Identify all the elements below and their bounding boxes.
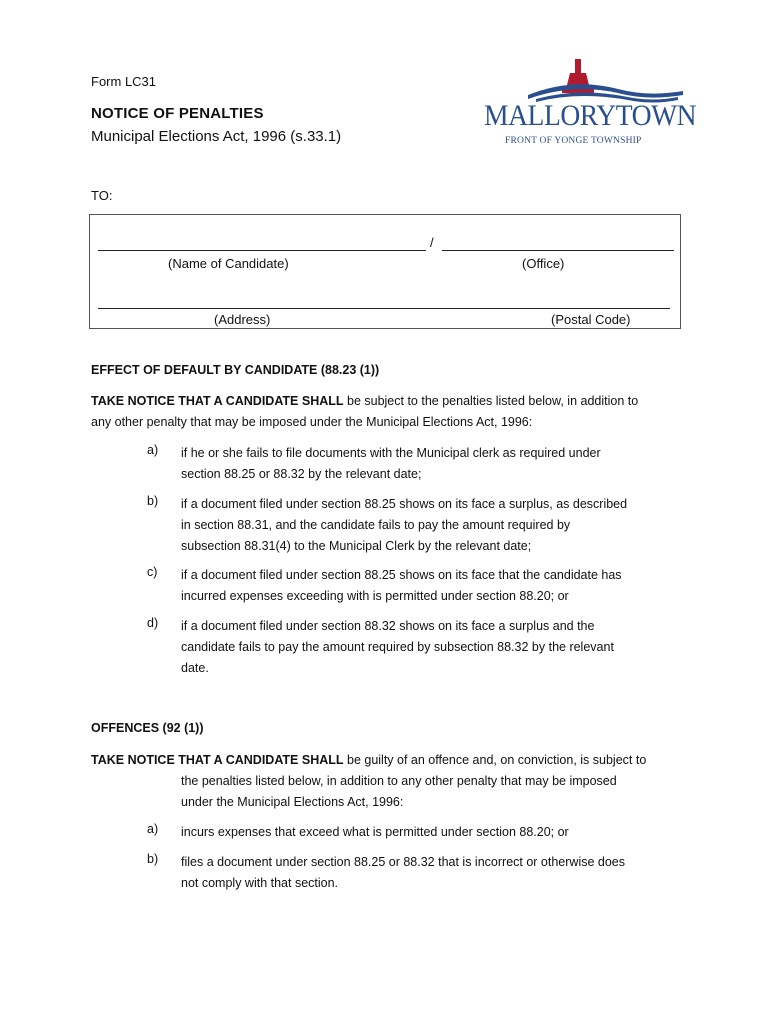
list-item-text (181, 822, 681, 843)
document-title: NOTICE OF PENALTIES (91, 105, 264, 122)
list-item-letter: c) (147, 565, 158, 579)
list-item-letter: a) (147, 822, 159, 836)
list-item-line: candidate fails to pay the amount required by subsection 88.32 by the relevant (181, 640, 614, 654)
lighthouse-wave-icon (478, 55, 688, 105)
list-item-text (181, 616, 681, 679)
notice-text: be subject to the penalties listed below, in addition to (343, 394, 639, 408)
list-item-line: in section 88.31, and the candidate fails to pay the amount required by (181, 518, 571, 532)
notice-text-line2: the penalties listed below, in addition to any other penalty that may be imposed (181, 774, 617, 788)
list-item-line: date. (181, 661, 209, 675)
section-heading-offences: OFFENCES (92 (1)) (91, 721, 204, 735)
section-intro-continued (181, 771, 681, 813)
section-intro-default (91, 391, 691, 433)
list-item-text (181, 443, 681, 485)
logo-name: MALLORYTOWN (484, 99, 697, 132)
postal-code-label: (Postal Code) (551, 312, 631, 327)
logo-tagline: FRONT OF YONGE TOWNSHIP (505, 136, 642, 146)
field-separator: / (430, 235, 434, 250)
notice-text-line3: under the Municipal Elections Act, 1996: (181, 795, 404, 809)
recipient-box (89, 214, 681, 329)
office-field-line[interactable] (442, 250, 674, 251)
notice-text-line2: any other penalty that may be imposed under the Municipal Elections Act, 1996: (91, 415, 533, 429)
list-item-letter: b) (147, 494, 159, 508)
notice-bold-text: TAKE NOTICE THAT A CANDIDATE SHALL (91, 394, 344, 408)
list-item-line: not comply with that section. (181, 876, 339, 890)
list-item-letter: a) (147, 443, 159, 457)
list-item-line: if a document filed under section 88.32 shows on its face a surplus and the (181, 619, 595, 633)
section-intro-offences (91, 750, 691, 771)
list-item-letter: d) (147, 616, 159, 630)
address-label: (Address) (214, 312, 271, 327)
address-field-line[interactable] (98, 308, 670, 309)
list-item-line: incurs expenses that exceed what is permitted under section 88.20; or (181, 825, 569, 839)
to-label: TO: (91, 188, 113, 203)
list-item-text (181, 852, 681, 894)
name-of-candidate-label: (Name of Candidate) (168, 256, 289, 271)
name-field-line[interactable] (98, 250, 426, 251)
form-id: Form LC31 (91, 74, 157, 89)
list-item-letter: b) (147, 852, 159, 866)
mallorytown-logo (478, 55, 697, 155)
list-item-text (181, 565, 681, 607)
list-item-line: if a document filed under section 88.25 shows on its face a surplus, as described (181, 497, 628, 511)
list-item-line: subsection 88.31(4) to the Municipal Clerk by the relevant date; (181, 539, 532, 553)
list-item-line: if a document filed under section 88.25 shows on its face that the candidate has (181, 568, 622, 582)
list-item-line: if he or she fails to file documents with the Municipal clerk as required under (181, 446, 601, 460)
list-item-text (181, 494, 681, 557)
list-item-line: files a document under section 88.25 or 88.32 that is incorrect or otherwise does (181, 855, 626, 869)
document-subtitle: Municipal Elections Act, 1996 (s.33.1) (91, 128, 342, 145)
notice-bold-text: TAKE NOTICE THAT A CANDIDATE SHALL (91, 753, 344, 767)
section-heading-default: EFFECT OF DEFAULT BY CANDIDATE (88.23 (1)) (91, 363, 380, 377)
list-item-line: incurred expenses exceeding with is permitted under section 88.20; or (181, 589, 569, 603)
notice-text: be guilty of an offence and, on conviction, is subject to (343, 753, 647, 767)
list-item-line: section 88.25 or 88.32 by the relevant date; (181, 467, 422, 481)
office-label: (Office) (522, 256, 565, 271)
